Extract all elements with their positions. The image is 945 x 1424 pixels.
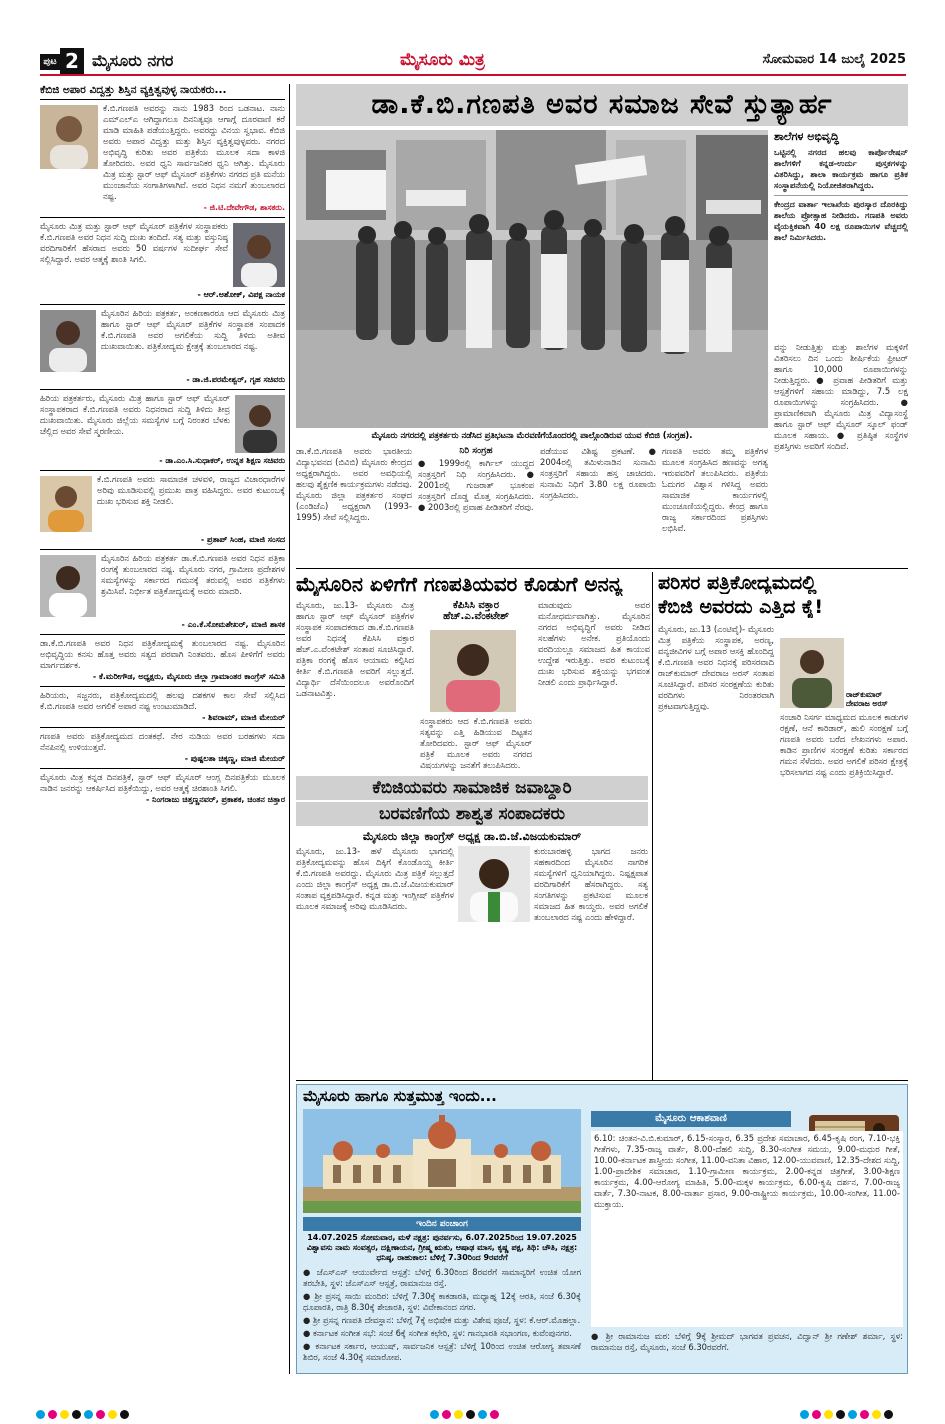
- main-col-d: ಗಣಪತಿ ಅವರು ತಮ್ಮ ಪತ್ರಿಕೆಗಳ ಮೂಲಕ ಸಂಗ್ರಹಿಸಿದ ಹಣವನ್ನು ಅಗತ್ಯ ಇರುವವರಿಗೆ ತಲುಪಿಸಿದರು. ಪತ್ರಿಕೆಯ ಓದುಗರ ವಿಶ್ವಾಸ ಗಳಿಸಿದ್ದ ಅವರು ಸಾಮಾಜಿಕ ಕಾರ್ಯಗಳಲ್ಲಿ ಮುಂಚೂಣಿಯಲ್ಲಿದ್ದರು. ಕೇಂದ್ರ ಹಾಗೂ ರಾಜ್ಯ ಸರ್ಕಾರದಿಂದ ಪ್ರಶಸ್ತಿಗಳು ಲಭಿಸಿವೆ.: [662, 446, 768, 533]
- story4-headline-line1: ಪರಿಸರ ಪತ್ರಿಕೋದ್ಯಮದಲ್ಲಿ: [658, 572, 817, 594]
- tribute-text: ಹಿರಿಯ ಪತ್ರಕರ್ತರು, ಮೈಸೂರು ಮಿತ್ರ ಹಾಗೂ ಸ್ಟಾರ್ ಆಫ್ ಮೈಸೂರ್ ಸಂಸ್ಥಾಪಕರಾದ ಕೆ.ಬಿ.ಗಣಪತಿ ಅವರು ನಿಧನರಾದ ಸುದ್ದಿ ತಿಳಿದು ತೀವ್ರ ದುಃಖವಾಯಿತು. ಮೈಸೂರು ಜಿಲ್ಲೆಯ ಸಮಸ್ಯೆಗಳ ಬಗ್ಗೆ ನಿರಂತರ ಬೆಳಕು ಚೆಲ್ಲಿದ ಅವರ ಸೇವೆ ಸ್ಮರಣೀಯ.: [40, 393, 230, 436]
- story2-body-a: ಮೈಸೂರು, ಜು.13- ಮೈಸೂರು ಮಿತ್ರ ಹಾಗೂ ಸ್ಟಾರ್ ಆಫ್ ಮೈಸೂರ್ ಪತ್ರಿಕೆಗಳ ಸಂಸ್ಥಾಪಕ ಸಂಪಾದಕರಾದ ಡಾ.ಕೆ.ಬಿ.ಗಣಪತಿ ಅವರ ನಿಧನಕ್ಕೆ ಕೆಪಿಸಿಸಿ ವಕ್ತಾರ ಹೆಚ್.ಎ.ವೆಂಕಟೇಶ್ ಸಂತಾಪ ಸೂಚಿಸಿದ್ದಾರೆ. ಪತ್ರಿಕಾ ರಂಗಕ್ಕೆ ಹೊಸ ಆಯಾಮ ಕಲ್ಪಿಸಿದ ಕೀರ್ತಿ ಕೆ.ಬಿ.ಗಣಪತಿ ಅವರಿಗೆ ಸಲ್ಲುತ್ತದೆ. ವಿದ್ಯಾರ್ಥಿ ದೆಸೆಯಿಂದಲೂ ಅವರೊಂದಿಗೆ ಒಡನಾಟವಿತ್ತು.: [296, 600, 414, 698]
- arasu-caption: ರಾಜ್‌ಕುಮಾರ್ ದೇವರಾಜ ಅರಸ್: [846, 690, 888, 708]
- tribute-text: ಮೈಸೂರು ಮಿತ್ರ ಮತ್ತು ಸ್ಟಾರ್ ಆಫ್ ಮೈಸೂರ್ ಪತ್ರಿಕೆಗಳ ಸಂಸ್ಥಾಪಕರು ಕೆ.ಬಿ.ಗಣಪತಿ ಅವರ ನಿಧನ ಸುದ್ದಿ ದುಃಖ ತಂದಿದೆ. ಸತ್ಯ ಮತ್ತು ವಸ್ತುನಿಷ್ಠ ವರದಿಗಾರಿಕೆಗೆ ಹೆಸರಾದ ಅವರು 50 ವರ್ಷಗಳ ಸುದೀರ್ಘ ಸೇವೆ ಸಲ್ಲಿಸಿದ್ದಾರೆ. ಅವರ ಆತ್ಮಕ್ಕೆ ಶಾಂತಿ ಸಿಗಲಿ.: [40, 221, 228, 264]
- left-lead-title: ಕೆಬಿಜಿ ಅಪಾರ ವಿದ್ವತ್ತು ಶಿಸ್ತಿನ ವ್ಯಕ್ತಿತ್ವವುಳ್ಳ ನಾಯಕರು...: [40, 84, 285, 100]
- event-item: ● ಕರ್ನಾಟಕ ಸಂಗೀತ ಸಭೆ: ಸಂಜೆ 6ಕ್ಕೆ ಸಂಗೀತ ಕಛೇರಿ, ಸ್ಥಳ: ಗಾನಭಾರತಿ ಸಭಾಂಗಣ, ಕುವೆಂಪುನಗರ.: [303, 1328, 572, 1338]
- tribute-signature: - ಎಂ.ಕೆ.ಸೋಮಶೇಖರ್, ಮಾಜಿ ಶಾಸಕ: [181, 620, 285, 629]
- tribute-text: ಡಾ.ಕೆ.ಬಿ.ಗಣಪತಿ ಅವರ ನಿಧನ ಪತ್ರಿಕೋದ್ಯಮಕ್ಕೆ ತುಂಬಲಾರದ ನಷ್ಟ. ಮೈಸೂರಿನ ಅಭಿವೃದ್ಧಿಯ ಕನಸು ಹೊತ್ತ ಅವರು ಸತ್ಯದ ಪರವಾಗಿ ನಿಂತವರು. ಹೊಸ ಪೀಳಿಗೆಗೆ ಅವರು ಮಾರ್ಗದರ್ಶಕ.: [40, 638, 285, 670]
- tribute-signature: - ಡಾ.ಜಿ.ಪರಮೇಶ್ವರ್, ಗೃಹ ಸಚಿವರು: [186, 375, 285, 384]
- sidebar-body: ವನ್ನು ನೀಡುತ್ತಿತ್ತು ಮತ್ತು ಶಾಲೆಗಳ ಮಕ್ಕಳಿಗೆ ವಿತರಿಸಲು ದಿನ ಒಂದು ಶೀರ್ಷಿಕೆಯ ಫ್ರೀಟರ್ ಹಾಗೂ 10,000 ರೂಪಾಯಿಗಳನ್ನು ನೀಡುತ್ತಿದ್ದರು. ● ಪ್ರವಾಹ ಪೀಡಿತರಿಗೆ ಮತ್ತು ಆಸ್ಪತ್ರೆಗಳಿಗೆ ಸಹಾಯ ಮಾಡಿದ್ದು, 7.5 ಲಕ್ಷ ರೂಪಾಯಿಗಳನ್ನು ಸಂಗ್ರಹಿಸಿದರು. ● ಪ್ರಾಮಾಣಿಕವಾಗಿ ಮೈಸೂರು ಮಿತ್ರ ವಿದ್ಯಾಸಂಸ್ಥೆ ಹಾಗೂ ಸ್ಟಾರ್ ಆಫ್ ಮೈಸೂರ್ ಸ್ಕೂಲ್ ಫಂಡ್ ಮೂಲಕ ಸಹಾಯ. ● ಪ್ರತಿಷ್ಠಿತ ಸಂಸ್ಥೆಗಳ ಪ್ರಶಸ್ತಿಗಳು ಅವರಿಗೆ ಸಂದಿವೆ.: [774, 342, 908, 451]
- venkatesh-photo: [430, 630, 516, 712]
- main-photo: [296, 130, 768, 428]
- radio-title: ಮೈಸೂರು ಆಕಾಶವಾಣಿ: [591, 1111, 791, 1127]
- tribute-text: ಕೆ.ಬಿ.ಗಣಪತಿ ಅವರನ್ನು ನಾನು 1983 ರಿಂದ ಒಡನಾಟ. ನಾನು ಎಮ್‌ಎಲ್‌ಎ ಆಗಿದ್ದಾಗಲೂ ದಿನನಿತ್ಯವೂ ಆಗಾಗ್ಗೆ ದೂರವಾಣಿ ಕರೆ ಮಾಡಿ ಮಾಹಿತಿ ಪಡೆಯುತ್ತಿದ್ದರು. ಅವರದ್ದು ವಿನಯ ಸ್ವಭಾವ. ಕೆಬಿಜಿ ಅವರು ಅಪಾರ ವಿದ್ವತ್ತು ಮತ್ತು ಶಿಸ್ತಿನ ವ್ಯಕ್ತಿತ್ವವುಳ್ಳವರು. ನಗರದ ಅಭಿವೃದ್ಧಿ ಕುರಿತು ಅವರ ಪತ್ರಿಕೆಯ ಮೂಲಕ ಸದಾ ಕಾಳಜಿ ತೋರಿದರು. ಅವರ ಧ್ವನಿ ಸಾರ್ವಜನಿಕರ ಧ್ವನಿ ಆಗಿತ್ತು. ಮೈಸೂರು ಮಿತ್ರ ಮತ್ತು ಸ್ಟಾರ್ ಆಫ್ ಮೈಸೂರ್ ಪತ್ರಿಕೆಗಳು ನಗರದ ಪ್ರತಿ ಮನೆಯ ಮುಂಜಾನೆಯ ಸಂಗಾತಿಗಳಾಗಿವೆ. ಅವರ ನಿಧನ ನಮಗೆ ತುಂಬಲಾರದ ನಷ್ಟ.: [103, 103, 285, 201]
- tribute-item: [40, 638, 285, 682]
- tribute-item: [40, 690, 285, 723]
- photo-caption: ಮೈಸೂರು ನಗರದಲ್ಲಿ ಪತ್ರಕರ್ತರು ನಡೆಸಿದ ಪ್ರತಿಭಟನಾ ಮೆರವಣಿಗೆಯೊಂದರಲ್ಲಿ ಪಾಲ್ಗೊಂಡಿರುವ ಯುವ ಕೆಬಿಜಿ (ಸಂಗ್ರಹ).: [371, 430, 693, 440]
- main-headline: ಡಾ.ಕೆ.ಬಿ.ಗಣಪತಿ ಅವರ ಸಮಾಜ ಸೇವೆ ಸ್ತುತ್ಯಾರ್ಹ: [371, 89, 833, 120]
- main-col-c: ಪಡೆಯುವ ವಿಶಿಷ್ಟ ಪ್ರಕಟಣೆ. ● 2004ರಲ್ಲಿ ತಮಿಳುನಾಡಿನ ಸುನಾಮಿ ಸಂತ್ರಸ್ತರಿಗೆ ಸಹಾಯ ಹಸ್ತ ಚಾಚಿದರು. ಸುನಾಮಿ ನಿಧಿಗೆ 3.80 ಲಕ್ಷ ರೂಪಾಯಿ ಸಂಗ್ರಹಿಸಿದರು.: [540, 446, 656, 500]
- column-divider: [652, 572, 653, 1080]
- event-item: ● ಜೆಎಸ್‌ಎಸ್ ಆಯುರ್ವೇದ ಆಸ್ಪತ್ರೆ: ಬೆಳಿಗ್ಗೆ 6.30ರಿಂದ 8ರವರೆಗೆ ಸಾಮಾನ್ಯರಿಗೆ ಉಚಿತ ಯೋಗ ತರಬೇತಿ, ಸ್ಥಳ: ಜೆಎಸ್‌ಎಸ್ ಆಸ್ಪತ್ರೆ, ರಾಮಾನುಜ ರಸ್ತೆ.: [303, 1267, 581, 1288]
- col-b-title: ನಿರಿ ಸಂಗ್ರಹ: [459, 446, 493, 456]
- story2-headline: ಮೈಸೂರಿನ ಏಳಿಗೆಗೆ ಗಣಪತಿಯವರ ಕೊಡುಗೆ ಅನನ್ಯ: [296, 572, 623, 596]
- story3-headline-line1: ಕೆಬಿಜಿಯವರು ಸಾಮಾಜಿಕ ಜವಾಬ್ದಾರಿ: [296, 776, 648, 800]
- story4-headline-line2: ಕೆಬಿಜಿ ಅವರದು ಎತ್ತಿದ ಕೈ!: [658, 596, 824, 618]
- main-col-a: ಡಾ.ಕೆ.ಬಿ.ಗಣಪತಿ ಅವರು ಭಾರತೀಯ ವಿದ್ಯಾಭವನದ (ಬಿವಿಬಿ) ಮೈಸೂರು ಕೇಂದ್ರದ ಅಧ್ಯಕ್ಷರಾಗಿದ್ದರು. ಅವರ ಅವಧಿಯಲ್ಲಿ ಹಲವು ಶೈಕ್ಷಣಿಕ ಕಾರ್ಯಕ್ರಮಗಳು ನಡೆದವು. ಮೈಸೂರು ಜಿಲ್ಲಾ ಪತ್ರಕರ್ತರ ಸಂಘದ (ಎಂಡಿಜೆಎ) ಅಧ್ಯಕ್ಷರಾಗಿ (1993-1995) ಸೇವೆ ಸಲ್ಲಿಸಿದ್ದರು.: [296, 446, 412, 522]
- portrait-photo: [40, 555, 96, 617]
- sidebar-title: ಶಾಲೆಗಳ ಅಭಿವೃದ್ಧಿ: [774, 130, 839, 143]
- tribute-item: [40, 221, 285, 300]
- page-label: ಪುಟ: [40, 54, 60, 70]
- section-divider: [296, 568, 908, 569]
- sidebar-point: ಕೇಂದ್ರದ ವಾರ್ತಾ ಇಲಾಖೆಯ ಪುರಸ್ಕಾರ ದೊರಕಿದ್ದು ಶಾಲೆಯ ಪ್ರೋತ್ಸಾಹ ನೀಡಿದರು. ಗಣಪತಿ ಅವರು ವೈಯಕ್ತಿಕವಾಗಿ 40 ಲಕ್ಷ ರೂಪಾಯಿಗಳ ವೆಚ್ಚದಲ್ಲಿ ಶಾಲೆ ನಿರ್ಮಿಸಿದರು.: [774, 199, 908, 242]
- tribute-item: [40, 103, 285, 213]
- column-divider: [289, 84, 290, 1374]
- tribute-signature: - ಶಿವರಾಮ್, ಮಾಜಿ ಮೇಯರ್: [202, 713, 285, 722]
- tribute-item: [40, 553, 285, 630]
- tribute-signature: - ಪುಷ್ಪಲತಾ ಚಿಕ್ಕಣ್ಣ, ಮಾಜಿ ಮೇಯರ್: [184, 754, 285, 763]
- story3-subhead: ಮೈಸೂರು ಜಿಲ್ಲಾ ಕಾಂಗ್ರೆಸ್ ಅಧ್ಯಕ್ಷ ಡಾ.ಬಿ.ಜೆ.ವಿಜಯಕುಮಾರ್: [362, 830, 582, 843]
- portrait-photo: [233, 223, 285, 287]
- panchanga-title: ಇಂದಿನ ಪಂಚಾಂಗ: [303, 1217, 581, 1231]
- masthead: [40, 48, 906, 76]
- story4-body-a: ಮೈಸೂರು, ಜು.13 (ಎಂಟಿವೈ)- ಮೈಸೂರು ಮಿತ್ರ ಪತ್ರಿಕೆಯ ಸಂಸ್ಥಾಪಕ, ಅರಣ್ಯ, ವನ್ಯಜೀವಿಗಳ ಬಗ್ಗೆ ಅಪಾರ ಆಸಕ್ತಿ ಹೊಂದಿದ್ದ ಕೆ.ಬಿ.ಗಣಪತಿ ಅವರ ನಿಧನಕ್ಕೆ ಪರಿಸರವಾದಿ ರಾಜ್‌ಕುಮಾರ್ ದೇವರಾಜ ಅರಸ್ ಸಂತಾಪ ಸೂಚಿಸಿದ್ದಾರೆ. ಪರಿಸರ ಸಂರಕ್ಷಣೆಯ ಕುರಿತು ವರದಿಗಳು ನಿರಂತರವಾಗಿ ಪ್ರಕಟವಾಗುತ್ತಿದ್ದವು.: [658, 624, 774, 711]
- issue-date: ಸೋಮವಾರ 14 ಜುಲೈ 2025: [762, 52, 906, 67]
- main-col-b: [418, 446, 534, 564]
- panchanga-text: 14.07.2025 ಸೋಮವಾರ, ಮಳೆ ನಕ್ಷತ್ರ: ಪುನರ್ವಸು, 6.07.2025ರಿಂದ 19.07.2025 ವಿಶ್ವಾವಸು ನಾಮ ಸಂವತ್ಸರ, ದಕ್ಷಿಣಾಯನ, ಗ್ರೀಷ್ಮ ಋತು, ಆಷಾಢ ಮಾಸ, ಕೃಷ್ಣ ಪಕ್ಷ, ತಿಥಿ: ಚೌತಿ, ನಕ್ಷತ್ರ: ಧನಿಷ್ಠ, ರಾಹುಕಾಲ: ಬೆಳಿಗ್ಗೆ 7.30ರಿಂದ 9ರವರೆಗೆ: [306, 1233, 578, 1262]
- tribute-item: [40, 731, 285, 764]
- tribute-text: ಗಣಪತಿ ಅವರು ಪತ್ರಿಕೋದ್ಯಮದ ದಂತಕಥೆ. ನೇರ ನುಡಿಯ ಅವರ ಬರಹಗಳು ಸದಾ ನೆನಪಿನಲ್ಲಿ ಉಳಿಯುತ್ತವೆ.: [40, 731, 285, 752]
- left-column: [40, 84, 285, 1374]
- tribute-signature: - ಕೆ.ಮರೀಗೌಡ, ಅಧ್ಯಕ್ಷರು, ಮೈಸೂರು ಜಿಲ್ಲಾ ಗ್ರಾಮಾಂತರ ಕಾಂಗ್ರೆಸ್ ಸಮಿತಿ: [92, 672, 285, 681]
- main-headline-bar: [296, 84, 908, 126]
- section-name: ಮೈಸೂರು ನಗರ: [92, 51, 174, 70]
- story3-headline-line2: ಬರವಣಿಗೆಯ ಶಾಶ್ವತ ಸಂಪಾದಕರು: [296, 802, 648, 826]
- tribute-text: ಮೈಸೂರಿನ ಹಿರಿಯ ಪತ್ರಕರ್ತ ಡಾ.ಕೆ.ಬಿ.ಗಣಪತಿ ಅವರ ನಿಧನ ಪತ್ರಿಕಾ ರಂಗಕ್ಕೆ ತುಂಬಲಾರದ ನಷ್ಟ. ಮೈಸೂರು ನಗರ, ಗ್ರಾಮೀಣ ಪ್ರದೇಶಗಳ ಸಮಸ್ಯೆಗಳನ್ನು ಸರ್ಕಾರದ ಗಮನಕ್ಕೆ ತರುವಲ್ಲಿ ಅವರ ಪತ್ರಿಕೆಗಳು ಶ್ರಮಿಸಿವೆ. ನಿರ್ಭೀತ ಪತ್ರಿಕೋದ್ಯಮಕ್ಕೆ ಅವರು ಮಾದರಿ.: [101, 553, 285, 596]
- print-registration-center: [430, 1404, 530, 1414]
- event-item: ● ಶ್ರೀ ಪ್ರಸನ್ನ ಸಾಯಿ ಮಂದಿರ: ಬೆಳಿಗ್ಗೆ 7.30ಕ್ಕೆ ಕಾಕಡಾರತಿ, ಮಧ್ಯಾಹ್ನ 12ಕ್ಕೆ ಆರತಿ, ಸಂಜೆ 6.30ಕ್ಕೆ ಧೂಪಾರತಿ, ರಾತ್ರಿ 8.30ಕ್ಕೆ ಶೇಜಾರತಿ, ಸ್ಥಳ: ವಿವೇಕಾನಂದ ನಗರ.: [303, 1291, 581, 1312]
- palace-photo: [303, 1109, 581, 1213]
- tribute-signature: - ಆರ್.ಅಶೋಕ್, ವಿಪಕ್ಷ ನಾಯಕ: [197, 290, 285, 299]
- sidebar-box: [774, 130, 908, 338]
- vijayakumar-photo: [458, 846, 530, 922]
- tribute-item: [40, 308, 285, 385]
- tribute-signature: - ಪ್ರತಾಪ್ ಸಿಂಹ, ಮಾಜಿ ಸಂಸದ: [200, 535, 285, 544]
- event-item: ● ಶ್ರೀ ಪ್ರಸನ್ನ ಗಣಪತಿ ದೇವಸ್ಥಾನ: ಬೆಳಿಗ್ಗೆ 7ಕ್ಕೆ ಅಭಿಷೇಕ ಮತ್ತು ವಿಶೇಷ ಪೂಜೆ, ಸ್ಥಳ: ಕೆ.ಆರ್.ಮೊಹಲ್ಲಾ.: [303, 1315, 581, 1325]
- story3-body-b: ಕುರುಬಾರಹಳ್ಳಿ ಭಾಗದ ಜನರು ಸಹಕಾರದಿಂದ ಮೈಸೂರಿನ ನಾಗರಿಕ ಸಮಸ್ಯೆಗಳಿಗೆ ಧ್ವನಿಯಾಗಿದ್ದರು. ನಿಷ್ಪಕ್ಷಪಾತ ವರದಿಗಾರಿಕೆಗೆ ಹೆಸರಾಗಿದ್ದರು. ಸತ್ಯ ಸಂಗತಿಗಳನ್ನು ಪ್ರಕಟಿಸುವ ಮೂಲಕ ಸಮಾಜದ ಹಿತ ಕಾಯ್ದರು. ಅವರ ಅಗಲಿಕೆ ತುಂಬಲಾರದ ನಷ್ಟ ಎಂದು ಹೇಳಿದ್ದಾರೆ.: [534, 846, 648, 922]
- story4-body-b: ಸಂಚಾರಿ ನಿಸರ್ಗ ಮಾಧ್ಯಮದ ಮೂಲಕ ಕಾಡುಗಳ ರಕ್ಷಣೆ, ಆನೆ ಕಾರಿಡಾರ್, ಹುಲಿ ಸಂರಕ್ಷಣೆ ಬಗ್ಗೆ ಗಣಪತಿ ಅವರು ಬರೆದ ಲೇಖನಗಳು ಅಪಾರ. ಕಾಡಿನ ಪ್ರಾಣಿಗಳ ಸಂರಕ್ಷಣೆ ಕುರಿತು ಸರ್ಕಾರದ ಗಮನ ಸೆಳೆದರು. ಅವರ ಅಗಲಿಕೆ ಪರಿಸರ ಕ್ಷೇತ್ರಕ್ಕೆ ಭರಿಸಲಾಗದ ನಷ್ಟ ಎಂದು ಪ್ರತಿಕ್ರಿಯಿಸಿದ್ದಾರೆ.: [780, 712, 908, 777]
- tribute-item: [40, 474, 285, 545]
- section-divider: [296, 1080, 908, 1081]
- portrait-photo: [40, 105, 98, 169]
- events-title: ಮೈಸೂರು ಹಾಗೂ ಸುತ್ತಮುತ್ತ ಇಂದು...: [303, 1087, 497, 1105]
- tribute-text: ಹಿರಿಯರು, ಸಜ್ಜನರು, ಪತ್ರಿಕೋದ್ಯಮದಲ್ಲಿ ಹಲವು ದಶಕಗಳ ಕಾಲ ಸೇವೆ ಸಲ್ಲಿಸಿದ ಕೆ.ಬಿ.ಗಣಪತಿ ಅವರ ಅಗಲಿಕೆ ಅಪಾರ ನಷ್ಟ ಉಂಟುಮಾಡಿದೆ.: [40, 690, 285, 711]
- tribute-signature: - ನಿಂಗರಾಜು ಚಿತ್ತಣ್ಣನವರ್, ಪ್ರಕಾಶಕ, ಚಿಂತನ ಚಿತ್ತಾರ: [146, 795, 285, 804]
- story2-body-b: ಸಂಸ್ಥಾಪಕರು ಆದ ಕೆ.ಬಿ.ಗಣಪತಿ ಅವರು ಸತ್ಯವನ್ನು ಎತ್ತಿ ಹಿಡಿಯುವ ದಿಟ್ಟತನ ತೋರಿದವರು. ಸ್ಟಾರ್ ಆಫ್ ಮೈಸೂರ್ ಪತ್ರಿಕೆ ಮೂಲಕ ಅವರು ನಗರದ ವಿಷಯಗಳನ್ನು ಜನತೆಗೆ ತಲುಪಿಸಿದರು.: [420, 716, 532, 770]
- page-number: 2: [60, 48, 84, 74]
- tribute-text: ಕೆ.ಬಿ.ಗಣಪತಿ ಅವರು ಸಾಮಾಜಿಕ ಚಳವಳಿ, ರಾಜ್ಯದ ವಿಚಾರಧಾರೆಗಳ ಅರಿವು ಮೂಡಿಸುವಲ್ಲಿ ಪ್ರಮುಖ ಪಾತ್ರ ವಹಿಸಿದ್ದರು. ಅವರ ಕುಟುಂಬಕ್ಕೆ ದುಃಖ ಭರಿಸುವ ಶಕ್ತಿ ನೀಡಲಿ.: [97, 474, 285, 506]
- events-footer: ● ಶ್ರೀ ರಾಮಾನುಜ ಮಠ: ಬೆಳಿಗ್ಗೆ 9ಕ್ಕೆ ಶ್ರೀಮದ್ ಭಾಗವತ ಪ್ರವಚನ, ವಿದ್ವಾನ್ ಶ್ರೀ ಗಣೇಶ್ ಶರ್ಮಾ, ಸ್ಥಳ: ರಾಮಾನುಜ ರಸ್ತೆ, ಮೈಸೂರು, ಸಂಜೆ 6.30ರವರೆಗೆ.: [591, 1331, 903, 1352]
- col-b-text: ● 1999ರಲ್ಲಿ ಕಾರ್ಗಿಲ್ ಯುದ್ಧದ ಸಂತ್ರಸ್ತರಿಗೆ ನಿಧಿ ಸಂಗ್ರಹಿಸಿದರು. ● 2001ರಲ್ಲಿ ಗುಜರಾತ್ ಭೂಕಂಪ ಸಂತ್ರಸ್ತರಿಗೆ ದೊಡ್ಡ ಮೊತ್ತ ಸಂಗ್ರಹಿಸಿದರು. ● 2003ರಲ್ಲಿ ಪ್ರವಾಹ ಪೀಡಿತರಿಗೆ ನೆರವು.: [418, 458, 534, 512]
- portrait-photo: [40, 476, 92, 532]
- paper-logo: ಮೈಸೂರು ಮಿತ್ರ: [400, 50, 485, 70]
- story3-body-a: ಮೈಸೂರು, ಜು.13- ಹಳೆ ಮೈಸೂರು ಭಾಗದಲ್ಲಿ ಪತ್ರಿಕೋದ್ಯಮವನ್ನು ಹೊಸ ದಿಕ್ಕಿಗೆ ಕೊಂಡೊಯ್ದ ಕೀರ್ತಿ ಕೆ.ಬಿ.ಗಣಪತಿ ಅವರದ್ದು. ಮೈಸೂರು ಮಿತ್ರ ಪತ್ರಿಕೆ ಸಲ್ಲುತ್ತದೆ ಎಂದು ಜಿಲ್ಲಾ ಕಾಂಗ್ರೆಸ್ ಅಧ್ಯಕ್ಷ ಡಾ.ಬಿ.ಜೆ.ವಿಜಯಕುಮಾರ್ ಸಂತಾಪ ವ್ಯಕ್ತಪಡಿಸಿದ್ದಾರೆ. ಕನ್ನಡ ಮತ್ತು ಇಂಗ್ಲೀಷ್ ಪತ್ರಿಕೆಗಳ ಮೂಲಕ ಸಮಾಜಕ್ಕೆ ಅರಿವು ಮೂಡಿಸಿದರು.: [296, 846, 454, 911]
- tribute-item: [40, 393, 285, 466]
- events-box: [296, 1084, 908, 1374]
- portrait-photo: [235, 395, 285, 453]
- event-item: ● ಕರ್ನಾಟಕ ಸರ್ಕಾರ, ಆಯುಷ್, ಸಾರ್ವಜನಿಕ ಆಸ್ಪತ್ರೆ: ಬೆಳಿಗ್ಗೆ 10ರಿಂದ ಉಚಿತ ಆರೋಗ್ಯ ತಪಾಸಣೆ ಶಿಬಿರ, ಸಂಜೆ 4.30ಕ್ಕೆ ಸಮಾರೋಪ.: [303, 1341, 581, 1362]
- print-registration-left: [36, 1404, 156, 1414]
- print-registration-right: [800, 1404, 920, 1414]
- tribute-signature: - ಡಾ.ಎಂ.ಸಿ.ಸುಧಾಕರ್, ಉನ್ನತ ಶಿಕ್ಷಣ ಸಚಿವರು: [159, 456, 285, 465]
- sidebar-point: ಒಟ್ಟಿನಲ್ಲಿ ನಗರದ ಹಲವು ಕಾರ್ಪೊರೇಷನ್ ಶಾಲೆಗಳಿಗೆ ಕನ್ನಡ-ಉರ್ದು ಪುಸ್ತಕಗಳನ್ನು ವಿತರಿಸಿದ್ದು, ಶಾಲಾ ಕಾರ್ಯಕ್ರಮ ಹಾಗೂ ಪ್ರತಿಕ ಸಂಸ್ಥಾಪನೆಯಲ್ಲಿ ನಿಯೋಜಿತರಾಗಿದ್ದರು.: [774, 147, 908, 190]
- arasu-photo: [780, 638, 844, 708]
- story2-byline: ಕೆಪಿಸಿಸಿ ವಕ್ತಾರ ಹೆಚ್.ಎ.ವೆಂಕಟೇಶ್: [443, 600, 509, 622]
- story2-body-c: ಮಾಡುವುದು ಅವರ ಮನೋಧರ್ಮವಾಗಿತ್ತು. ಮೈಸೂರಿನ ನಗರದ ಅಭಿವೃದ್ಧಿಗೆ ಅವರು ನೀಡಿದ ಸಲಹೆಗಳು ಅನೇಕ. ಪ್ರತಿಯೊಂದು ವರದಿಯಲ್ಲೂ ಸಮಾಜದ ಹಿತ ಕಾಯುವ ಉದ್ದೇಶ ಇರುತ್ತಿತ್ತು. ಅವರ ಕುಟುಂಬಕ್ಕೆ ದುಃಖ ಭರಿಸುವ ಶಕ್ತಿಯನ್ನು ಭಗವಂತ ನೀಡಲಿ ಎಂದು ಪ್ರಾರ್ಥಿಸಿದ್ದಾರೆ.: [538, 600, 650, 687]
- tribute-text: ಮೈಸೂರು ಮಿತ್ರ ಕನ್ನಡ ದಿನಪತ್ರಿಕೆ, ಸ್ಟಾರ್ ಆಫ್ ಮೈಸೂರ್ ಆಂಗ್ಲ ದಿನಪತ್ರಿಕೆಯ ಮೂಲಕ ನಾಡಿನ ಜನರನ್ನು ಆಕರ್ಷಿಸಿದ ಪತ್ರಿಕೆಯಿದ್ದು, ಅವರ ಆತ್ಮಕ್ಕೆ ಚಿರಶಾಂತಿ ಸಿಗಲಿ.: [40, 772, 285, 793]
- portrait-photo: [40, 310, 96, 372]
- events-list: [303, 1267, 581, 1371]
- tribute-item: [40, 772, 285, 805]
- radio-schedule: 6.10: ಚಿಂತನ-ವಿ.ಬಿ.ಕುಮಾರ್, 6.15-ಸಂಸ್ಕಾರ, 6.35 ಪ್ರದೇಶ ಸಮಾಚಾರ, 6.45-ಕೃಷಿ ರಂಗ, 7.10-ಭಕ್ತಿ ಗೀತೆಗಳು, 7.35-ರಾಜ್ಯ ವಾರ್ತೆ, 8.00-ದೆಹಲಿ ಸುದ್ದಿ, 8.30-ಸಂಗೀತ ಸಮಯ, 9.00-ಮಧುರ ಗೀತೆ, 10.00-ಕರ್ನಾಟಕ ಶಾಸ್ತ್ರೀಯ ಸಂಗೀತ, 11.00-ವನಿತಾ ವಿಹಾರ, 12.00-ಯುವವಾಣಿ, 12.35-ದೇಶದ ಸುದ್ದಿ, 1.00-ಪ್ರಾದೇಶಿಕ ಸಮಾಚಾರ, 1.10-ಗ್ರಾಮೀಣ ಕಾರ್ಯಕ್ರಮ, 2.00-ಕನ್ನಡ ಚಿತ್ರಗೀತೆ, 3.00-ಶಿಕ್ಷಣ ಕಾರ್ಯಕ್ರಮ, 4.00-ಆರೋಗ್ಯ ಮಾಹಿತಿ, 5.00-ಮಕ್ಕಳ ಕಾರ್ಯಕ್ರಮ, 6.00-ಕೃಷಿ ದರ್ಶನ, 7.00-ರಾಜ್ಯ ವಾರ್ತೆ, 7.30-ನಾಟಕ, 8.00-ವಾರ್ತಾ ಪ್ರಸಾರ, 9.00-ರಾಷ್ಟ್ರೀಯ ಕಾರ್ಯಕ್ರಮ, 10.00-ಸಂಗೀತ, 11.00-ಮುಕ್ತಾಯ.: [591, 1131, 903, 1327]
- tribute-text: ಮೈಸೂರಿನ ಹಿರಿಯ ಪತ್ರಕರ್ತ, ಅಂಕಣಕಾರರೂ ಆದ ಮೈಸೂರು ಮಿತ್ರ ಹಾಗೂ ಸ್ಟಾರ್ ಆಫ್ ಮೈಸೂರ್ ಪತ್ರಿಕೆಗಳ ಸಂಸ್ಥಾಪಕ ಸಂಪಾದಕ ಕೆ.ಬಿ.ಗಣಪತಿ ಅವರ ಅಗಲಿಕೆಯ ಸುದ್ದಿ ತಿಳಿದು ಅತೀವ ದುಃಖವಾಯಿತು. ಪತ್ರಿಕೋದ್ಯಮ ಕ್ಷೇತ್ರಕ್ಕೆ ತುಂಬಲಾರದ ನಷ್ಟ.: [101, 308, 285, 351]
- tribute-signature: - ಜಿ.ಟಿ.ದೇವೇಗೌಡ, ಶಾಸಕರು.: [203, 203, 285, 212]
